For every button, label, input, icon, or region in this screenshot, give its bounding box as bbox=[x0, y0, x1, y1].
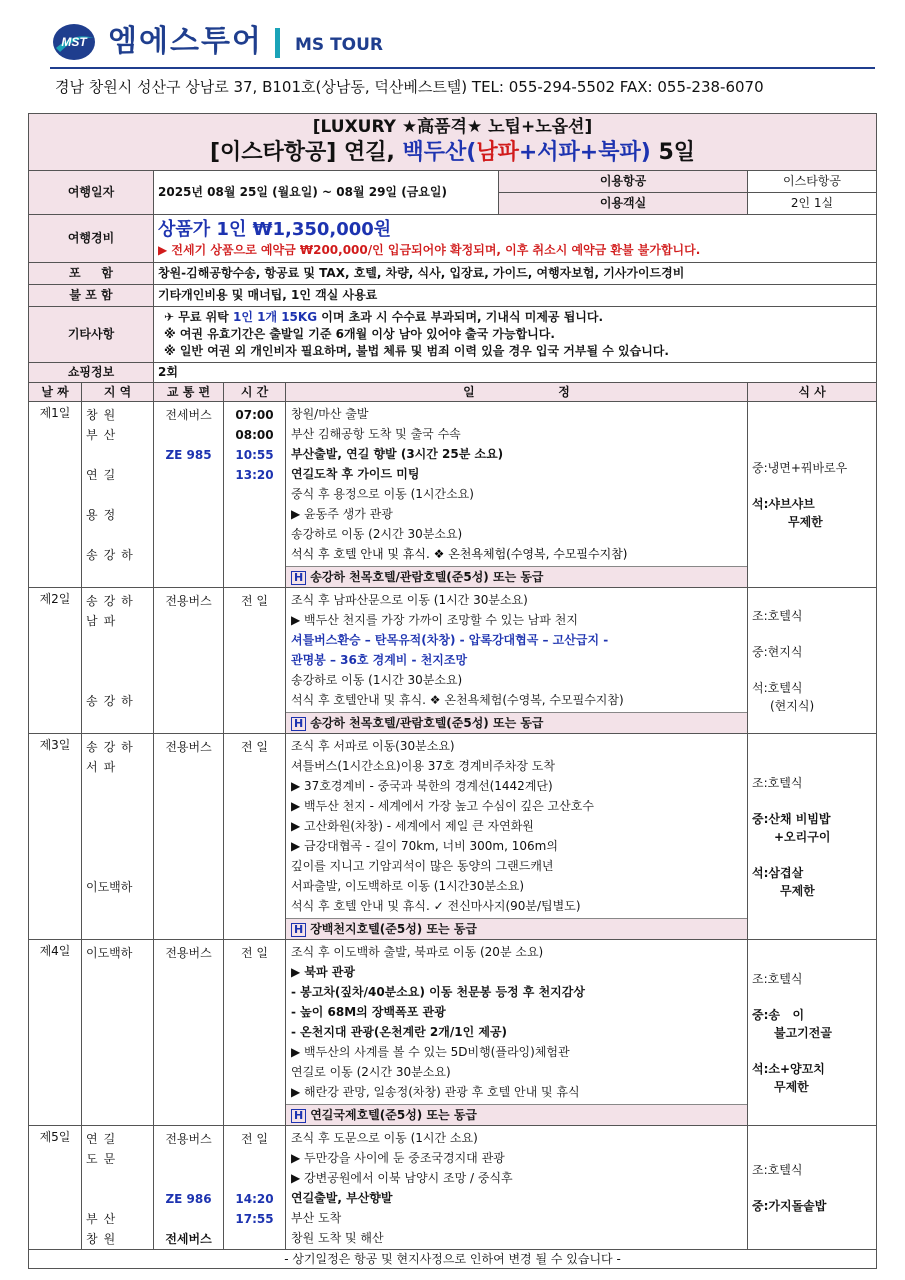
region-cell bbox=[82, 588, 154, 734]
region-cell bbox=[82, 1126, 154, 1250]
schedule-line: 연길출발, 부산향발 bbox=[291, 1191, 393, 1205]
region-item: 남파 bbox=[86, 614, 122, 628]
schedule-line: ▶ 강변공원에서 이북 남양시 조망 / 중식후 bbox=[291, 1171, 513, 1185]
footer-note: - 상기일정은 항공 및 현지사정으로 인하여 변경 될 수 있습니다 - bbox=[29, 1250, 877, 1269]
schedule-line: - 높이 68M의 장백폭포 관광 bbox=[291, 1005, 446, 1019]
meal-item: 조:호텔식 bbox=[752, 608, 803, 623]
col-date: 날 짜 bbox=[29, 383, 82, 402]
cost-note: ▶ 전세기 상품으로 예약금 ₩200,000/인 입금되어야 확정되며, 이후 취소시 예약금 환불 불가합니다. bbox=[158, 243, 701, 257]
meal-item: (현지식) bbox=[770, 698, 815, 713]
room-value: 2인 1실 bbox=[748, 193, 877, 215]
time-cell bbox=[224, 940, 286, 1126]
col-schedule: 일 정 bbox=[286, 383, 748, 402]
transport-item: 전용버스 bbox=[165, 946, 212, 960]
region-item: 송강하 bbox=[86, 694, 139, 708]
meal-item: 무제한 bbox=[780, 883, 815, 898]
region-item bbox=[86, 525, 149, 545]
region-item: 부산 bbox=[86, 1212, 122, 1226]
day-row bbox=[29, 1126, 877, 1250]
region-item: 송강하 bbox=[86, 548, 139, 562]
brand-name-korean: 엠에스투어 bbox=[108, 24, 263, 59]
transport-item: 전용버스 bbox=[165, 740, 212, 754]
region-item: 이도백하 bbox=[86, 880, 133, 894]
header-rule bbox=[50, 67, 875, 69]
hotel-icon: H bbox=[291, 717, 306, 731]
hotel-info: H 송강하 천목호텔/관람호텔(준5성) 또는 동급 bbox=[286, 566, 747, 587]
transport-cell bbox=[154, 588, 224, 734]
meal-item: 무제한 bbox=[788, 514, 823, 529]
time-item: 전 일 bbox=[241, 740, 268, 754]
meal-item: 불고기전골 bbox=[774, 1025, 832, 1040]
day-label: 제1일 bbox=[29, 402, 82, 588]
schedule-line: ▶ 백두산 천지를 가장 가까이 조망할 수 있는 남파 천지 bbox=[291, 613, 578, 627]
region-item: 송강하 bbox=[86, 740, 139, 754]
airline-value: 이스타항공 bbox=[748, 171, 877, 193]
schedule-line: 부산 도착 bbox=[291, 1211, 342, 1225]
logo-text: MST bbox=[61, 35, 87, 49]
schedule-line: 석식 후 호텔 안내 및 휴식. ❖ 온천욕체험(수영복, 수모필수지참) bbox=[291, 547, 628, 561]
schedule-line: 조식 후 이도백하 출발, 북파로 이동 (20분 소요) bbox=[291, 945, 544, 959]
title-line-2: [이스타항공] 연길, 백두산(남파+서파+북파) 5일 bbox=[209, 140, 696, 165]
time-item: 17:55 bbox=[235, 1212, 274, 1226]
schedule-line: 중식 후 용정으로 이동 (1시간소요) bbox=[291, 487, 474, 501]
etc-line-3: ※ 일반 여권 외 개인비자 필요하며, 불법 체류 및 범죄 이력 있을 경우 입국 거부될 수 있습니다. bbox=[164, 344, 669, 358]
schedule-line: - 봉고차(짚차/40분소요) 이동 천문봉 등정 후 천지감상 bbox=[291, 985, 585, 999]
meal-item: 중:송 이 bbox=[752, 1007, 805, 1022]
time-item: 10:55 bbox=[235, 448, 274, 462]
schedule-line: 송강하로 이동 (1시간 30분소요) bbox=[291, 673, 463, 687]
schedule-line: 연길로 이동 (2시간 30분소요) bbox=[291, 1065, 451, 1079]
flight-number: ZE 986 bbox=[165, 1192, 212, 1206]
day-label: 제3일 bbox=[29, 734, 82, 940]
transport-item: 전용버스 bbox=[165, 1132, 212, 1146]
region-cell bbox=[82, 734, 154, 940]
time-item: 전 일 bbox=[241, 1132, 268, 1146]
etc-line-1: ✈ 무료 위탁 1인 1개 15KG 이며 초과 시 수수료 부과되며, 기내식 미제공 됩니다. bbox=[164, 310, 604, 324]
transport-cell bbox=[154, 1126, 224, 1250]
exclude-value: 기타개인비용 및 매너팁, 1인 객실 사용료 bbox=[154, 285, 877, 307]
shopping-value: 2회 bbox=[154, 363, 877, 383]
meal-cell bbox=[748, 940, 877, 1126]
schedule-line: 부산출발, 연길 향발 (3시간 25분 소요) bbox=[291, 447, 504, 461]
brand-name-english: MS TOUR bbox=[295, 35, 384, 55]
meal-item: 중:산채 비빔밥 bbox=[752, 811, 831, 826]
col-transport: 교 통 편 bbox=[154, 383, 224, 402]
time-item: 전 일 bbox=[241, 594, 268, 608]
schedule-cell bbox=[286, 734, 748, 940]
day-row bbox=[29, 402, 877, 588]
day-row bbox=[29, 588, 877, 734]
cost-cell bbox=[154, 215, 877, 263]
price: 상품가 1인 ₩1,350,000원 bbox=[158, 219, 392, 240]
shopping-label: 쇼핑정보 bbox=[29, 363, 154, 383]
company-address: 경남 창원시 성산구 상남로 37, B101호(상남동, 덕산베스트텔) TEL: 055-294-5502 FAX: 055-238-6070 bbox=[55, 78, 764, 96]
time-cell bbox=[224, 402, 286, 588]
region-item bbox=[86, 485, 149, 505]
meal-item: 석:호텔식 bbox=[752, 680, 803, 695]
schedule-line: ▶ 두만강을 사이에 둔 중조국경지대 관광 bbox=[291, 1151, 505, 1165]
etc-label: 기타사항 bbox=[29, 307, 154, 363]
etc-line-2: ※ 여권 유효기간은 출발일 기준 6개월 이상 남아 있어야 출국 가능합니다. bbox=[164, 327, 555, 341]
region-item: 연길 bbox=[86, 1132, 122, 1146]
transport-cell bbox=[154, 734, 224, 940]
region-item: 연길 bbox=[86, 468, 122, 482]
schedule-cell bbox=[286, 588, 748, 734]
schedule-line: 부산 김해공항 도착 및 출국 수속 bbox=[291, 427, 461, 441]
region-item bbox=[86, 445, 149, 465]
schedule-line: 석식 후 호텔 안내 및 휴식. ✓ 전신마사지(90분/팁별도) bbox=[291, 899, 581, 913]
schedule-line: 셔틀버스환승 – 탄목유적(차창) - 압록강대협곡 – 고산급지 - bbox=[291, 633, 609, 647]
room-label: 이용객실 bbox=[499, 193, 748, 215]
time-cell bbox=[224, 1126, 286, 1250]
schedule-line: ▶ 37호경계비 - 중국과 북한의 경계선(1442계단) bbox=[291, 779, 553, 793]
column-header-row bbox=[29, 383, 877, 402]
meal-cell bbox=[748, 734, 877, 940]
hotel-info: H 송강하 천목호텔/관람호텔(준5성) 또는 동급 bbox=[286, 712, 747, 733]
flight-number: ZE 985 bbox=[165, 448, 212, 462]
region-item: 용정 bbox=[86, 508, 122, 522]
schedule-cell bbox=[286, 402, 748, 588]
region-item: 창원 bbox=[86, 408, 122, 422]
region-cell bbox=[82, 940, 154, 1126]
time-cell bbox=[224, 588, 286, 734]
meal-item: 중:가지돌솥밥 bbox=[752, 1198, 827, 1213]
day-row bbox=[29, 940, 877, 1126]
schedule-line: 송강하로 이동 (2시간 30분소요) bbox=[291, 527, 463, 541]
col-region: 지 역 bbox=[82, 383, 154, 402]
day-label: 제2일 bbox=[29, 588, 82, 734]
meal-item: 무제한 bbox=[774, 1079, 809, 1094]
schedule-cell bbox=[286, 1126, 748, 1250]
schedule-line: ▶ 윤동주 생가 관광 bbox=[291, 507, 393, 521]
brand-divider bbox=[275, 28, 280, 58]
day-row bbox=[29, 734, 877, 940]
travel-date-value: 2025년 08월 25일 (월요일) ~ 08월 29일 (금요일) bbox=[154, 171, 499, 215]
region-item: 부산 bbox=[86, 428, 122, 442]
transport-item bbox=[158, 425, 219, 445]
schedule-line: 관명봉 – 36호 경계비 - 천지조망 bbox=[291, 653, 468, 667]
time-item: 07:00 bbox=[235, 408, 274, 422]
schedule-line: ▶ 백두산의 사계를 볼 수 있는 5D비행(플라잉)체험관 bbox=[291, 1045, 570, 1059]
region-cell bbox=[82, 402, 154, 588]
time-item: 전 일 bbox=[241, 946, 268, 960]
mst-logo-icon bbox=[52, 22, 96, 62]
time-item: 08:00 bbox=[235, 428, 274, 442]
region-item: 도문 bbox=[86, 1152, 122, 1166]
meal-item: 조:호텔식 bbox=[752, 775, 803, 790]
title-block bbox=[29, 114, 877, 171]
region-item: 서파 bbox=[86, 760, 122, 774]
cost-label: 여행경비 bbox=[29, 215, 154, 263]
schedule-line: ▶ 해란강 관망, 일송정(차창) 관광 후 호텔 안내 및 휴식 bbox=[291, 1085, 580, 1099]
schedule-line: ▶ 금강대협곡 - 길이 70km, 너비 300m, 106m의 bbox=[291, 839, 558, 853]
schedule-line: 조식 후 도문으로 이동 (1시간 소요) bbox=[291, 1131, 478, 1145]
schedule-line: ▶ 고산화원(차창) - 세계에서 제일 큰 자연화원 bbox=[291, 819, 534, 833]
region-item: 창원 bbox=[86, 1232, 122, 1246]
meal-item: 석:샤브샤브 bbox=[752, 496, 815, 511]
hotel-icon: H bbox=[291, 1109, 306, 1123]
meal-item: +오리구이 bbox=[774, 829, 831, 844]
meal-item: 조:호텔식 bbox=[752, 971, 803, 986]
hotel-info: H 장백천지호텔(준5성) 또는 동급 bbox=[286, 918, 747, 939]
schedule-cell bbox=[286, 940, 748, 1126]
footer-row bbox=[29, 1250, 877, 1269]
schedule-line: ▶ 백두산 천지 - 세계에서 가장 높고 수심이 깊은 고산호수 bbox=[291, 799, 594, 813]
transport-item: 전용버스 bbox=[165, 594, 212, 608]
region-item: 이도백하 bbox=[86, 946, 133, 960]
time-cell bbox=[224, 734, 286, 940]
schedule-line: 연길도착 후 가이드 미팅 bbox=[291, 467, 420, 481]
title-line-1: [LUXURY ★高품격★ 노팁+노옵션] bbox=[312, 117, 593, 137]
airline-label: 이용항공 bbox=[499, 171, 748, 193]
etc-value bbox=[154, 307, 877, 363]
meal-cell bbox=[748, 402, 877, 588]
schedule-line: 조식 후 남파산문으로 이동 (1시간 30분소요) bbox=[291, 593, 528, 607]
schedule-line: 셔틀버스(1시간소요)이용 37호 경계비주차장 도착 bbox=[291, 759, 555, 773]
hotel-info: H 연길국제호텔(준5성) 또는 동급 bbox=[286, 1104, 747, 1125]
meal-item: 중:현지식 bbox=[752, 644, 803, 659]
meal-item: 중:냉면+꿔바로우 bbox=[752, 460, 848, 475]
transport-cell bbox=[154, 402, 224, 588]
schedule-line: 조식 후 서파로 이동(30분소요) bbox=[291, 739, 455, 753]
meal-item: 석:소+양꼬치 bbox=[752, 1061, 825, 1076]
schedule-line: 창원 도착 및 해산 bbox=[291, 1231, 384, 1245]
include-value: 창원-김해공항수송, 항공료 및 TAX, 호텔, 차량, 식사, 입장료, 가이드, 여행자보험, 기사가이드경비 bbox=[154, 263, 877, 285]
schedule-line: ▶ 북파 관광 bbox=[291, 965, 355, 979]
travel-date-label: 여행일자 bbox=[29, 171, 154, 215]
itinerary-table bbox=[28, 113, 877, 1269]
time-item: 14:20 bbox=[235, 1192, 274, 1206]
meal-item: 석:삼겹살 bbox=[752, 865, 804, 880]
schedule-line: 서파출발, 이도백하로 이동 (1시간30분소요) bbox=[291, 879, 524, 893]
schedule-line: 깊이를 지니고 기암괴석이 많은 동양의 그랜드캐년 bbox=[291, 859, 554, 873]
day-label: 제4일 bbox=[29, 940, 82, 1126]
meal-cell bbox=[748, 588, 877, 734]
day-label: 제5일 bbox=[29, 1126, 82, 1250]
hotel-icon: H bbox=[291, 923, 306, 937]
transport-item: 전세버스 bbox=[165, 1232, 212, 1246]
exclude-label: 불 포 함 bbox=[29, 285, 154, 307]
time-item: 13:20 bbox=[235, 468, 274, 482]
col-meal: 식 사 bbox=[748, 383, 877, 402]
meal-cell bbox=[748, 1126, 877, 1250]
col-time: 시 간 bbox=[224, 383, 286, 402]
meal-item: 조:호텔식 bbox=[752, 1162, 803, 1177]
region-item: 송강하 bbox=[86, 594, 139, 608]
letterhead bbox=[0, 0, 905, 105]
transport-item: 전세버스 bbox=[165, 408, 212, 422]
schedule-line: 창원/마산 출발 bbox=[291, 407, 369, 421]
include-label: 포 함 bbox=[29, 263, 154, 285]
transport-cell bbox=[154, 940, 224, 1126]
schedule-line: - 온천지대 관광(온천계란 2개/1인 제공) bbox=[291, 1025, 508, 1039]
hotel-icon: H bbox=[291, 571, 306, 585]
schedule-line: 석식 후 호텔안내 및 휴식. ❖ 온천욕체험(수영복, 수모필수지참) bbox=[291, 693, 624, 707]
